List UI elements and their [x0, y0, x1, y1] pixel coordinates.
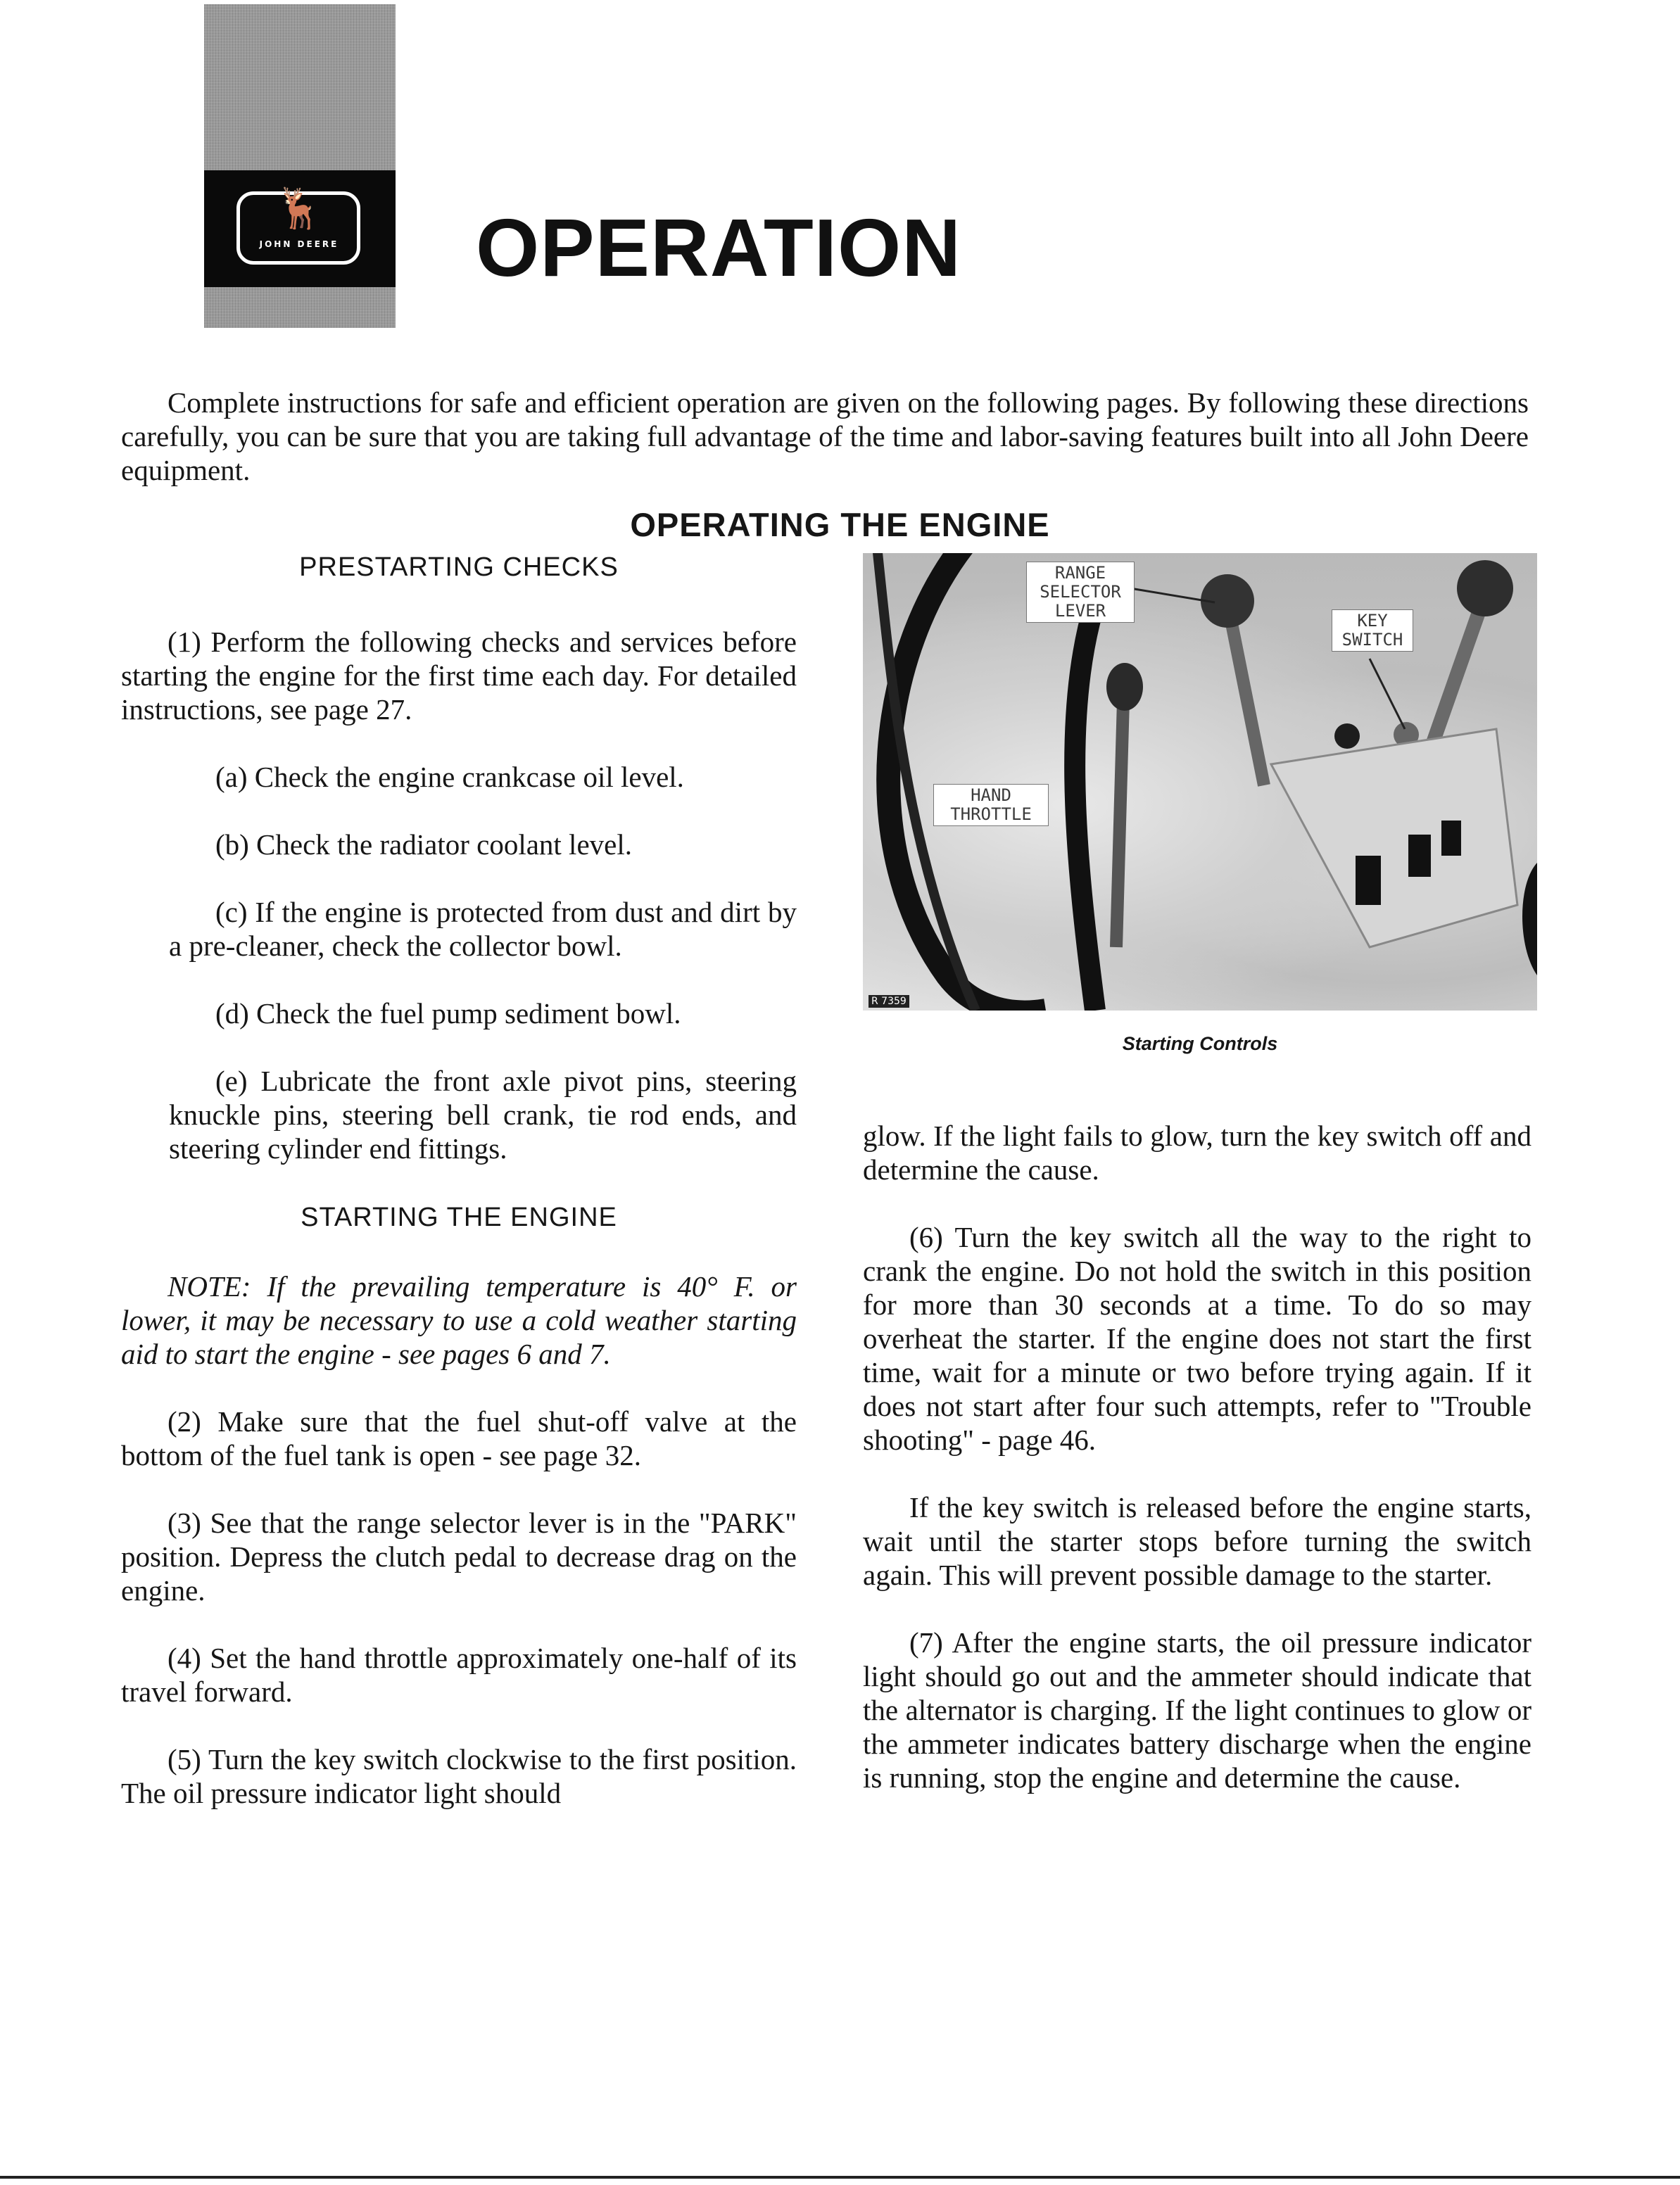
step-7: (7) After the engine starts, the oil pressure indicator light should go out and the ammeter should indicate that the alternator is charging. If the light continues to glow or the ammeter indicates battery discharge when the engine is running, stop the engine and determine the cause.	[863, 1626, 1531, 1794]
step-5-start: (5) Turn the key switch clockwise to the first position. The oil pressure indicator light should	[121, 1743, 797, 1809]
check-item-b: (b) Check the radiator coolant level.	[215, 828, 632, 861]
step-5-end: glow. If the light fails to glow, turn the key switch off and determine the cause.	[863, 1120, 1531, 1186]
page-title: OPERATION	[476, 202, 961, 293]
step-4: (4) Set the hand throttle approximately one-half of its travel forward.	[121, 1642, 797, 1708]
check-item-e: (e) Lubricate the front axle pivot pins, steering knuckle pins, steering bell crank, tie rod ends, and steering cylinder end fittings.	[169, 1065, 797, 1165]
intro-paragraph: Complete instructions for safe and efficient operation are given on the following pages. By following these directions carefully, you can be sure that you are taking full advantage of the time and labor-saving features built into all John Deere equipment.	[121, 386, 1529, 486]
key-release-paragraph: If the key switch is released before the engine starts, wait until the starter stops before turning the switch again. This will prevent possible damage to the starter.	[863, 1491, 1531, 1591]
starting-engine-heading: STARTING THE ENGINE	[301, 1203, 617, 1232]
check-item-c: (c) If the engine is protected from dust and dirt by a pre-cleaner, check the collector bowl.	[169, 896, 797, 962]
hand-throttle-callout: HAND THROTTLE	[933, 784, 1049, 826]
photo-illustration	[863, 553, 1537, 1011]
key-switch-callout: KEY SWITCH	[1332, 609, 1413, 652]
step-2: (2) Make sure that the fuel shut-off valve at the bottom of the fuel tank is open - see page 32.	[121, 1405, 797, 1471]
right-column	[863, 1119, 1531, 1828]
cold-weather-note: NOTE: If the prevailing temperature is 40° F. or lower, it may be necessary to use a cold weather starting aid to start the engine - see pages 6 and 7.	[121, 1270, 797, 1370]
prestarting-checks-heading: PRESTARTING CHECKS	[299, 552, 619, 582]
section-heading: OPERATING THE ENGINE	[630, 506, 1050, 543]
starting-controls-photo	[863, 553, 1537, 1011]
range-selector-callout: RANGE SELECTOR LEVER	[1026, 562, 1135, 623]
bottom-rule	[0, 2176, 1680, 2179]
check-item-a: (a) Check the engine crankcase oil level.	[215, 761, 684, 793]
step-1: (1) Perform the following checks and services before starting the engine for the first time each day. For detailed instructions, see page 27.	[121, 626, 797, 726]
step-6: (6) Turn the key switch all the way to the right to crank the engine. Do not hold the switch in this position for more than 30 seconds at a time. To do so may overheat the starter. If the engine does not start the first time, wait for a minute or two before trying again. If it does not start after four such attempts, refer to "Trouble shooting" - page 46.	[863, 1221, 1531, 1456]
leaping-deer-icon: 🦌	[274, 186, 324, 232]
logo-text: JOHN DEERE	[259, 239, 339, 249]
left-column	[121, 549, 797, 1844]
figure-caption: Starting Controls	[1122, 1033, 1278, 1054]
photo-id: R 7359	[869, 995, 909, 1008]
check-item-d: (d) Check the fuel pump sediment bowl.	[215, 997, 681, 1030]
step-3: (3) See that the range selector lever is in the "PARK" position. Depress the clutch pedal to decrease drag on the engine.	[121, 1507, 797, 1607]
